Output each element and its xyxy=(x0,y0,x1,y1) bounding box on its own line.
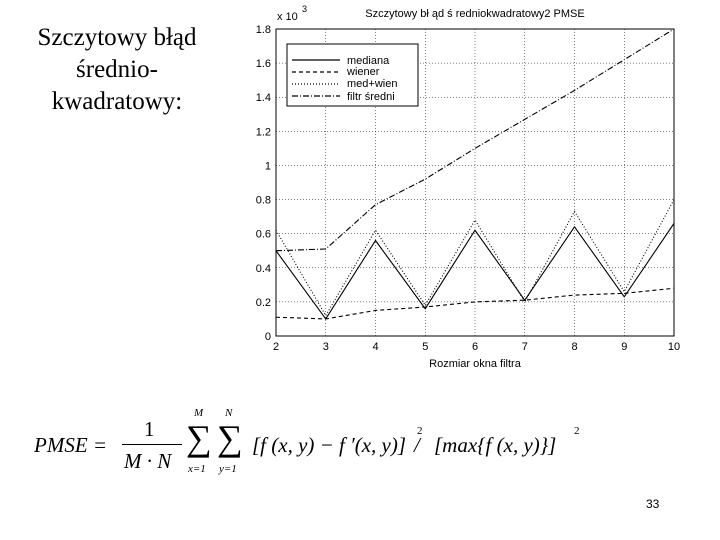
y-tick-label: 1.4 xyxy=(255,92,271,105)
x-tick-label: 2 xyxy=(272,341,280,353)
legend-label-wiener: wiener xyxy=(347,66,380,78)
sum2-upper: N xyxy=(225,407,233,419)
slide-title: Szczytowy błąd średnio- kwadratowy: xyxy=(37,24,197,115)
sum2-lower: y=1 xyxy=(219,463,237,475)
formula-divider: / xyxy=(414,433,420,457)
x-axis-label: Rozmiar okna filtra xyxy=(429,358,521,370)
formula-exp1: 2 xyxy=(417,425,423,437)
formula-exp2: 2 xyxy=(574,425,580,437)
y-tick-label: 0 xyxy=(264,331,271,343)
y-tick-label: 0.6 xyxy=(255,228,271,241)
x-tick-label: 3 xyxy=(322,341,329,353)
y-tick-label: 0.4 xyxy=(255,262,271,275)
series-line-0 xyxy=(276,223,674,319)
y-tick-label: 0.2 xyxy=(255,296,271,309)
x-tick-label: 4 xyxy=(372,341,379,353)
sum1-symbol: ∑ xyxy=(186,418,212,458)
y-tick-label: 1.8 xyxy=(255,24,271,36)
page-number: 33 xyxy=(646,497,660,511)
legend-label-med-wien: med+wien xyxy=(347,78,398,90)
sum1-upper: M xyxy=(194,407,204,419)
y-tick-label: 1.6 xyxy=(255,58,271,71)
legend-label-mediana: mediana xyxy=(347,55,390,67)
x-tick-label: 5 xyxy=(422,341,429,353)
formula-denominator: M · N xyxy=(124,449,172,473)
formula-max: [max{f (x, y)}] xyxy=(434,433,557,457)
y-tick-label: 1.2 xyxy=(255,126,271,139)
legend xyxy=(287,44,418,106)
legend-label-filtr-sredni: filtr średni xyxy=(347,91,395,103)
sum1-lower: x=1 xyxy=(188,463,206,475)
y-multiplier: x 10 xyxy=(277,11,298,23)
x-tick-label: 8 xyxy=(571,341,578,353)
formula-body: [f (x, y) − f ′(x, y)] xyxy=(252,433,407,457)
y-multiplier-exponent: 3 xyxy=(302,4,308,14)
x-tick-label: 6 xyxy=(471,341,479,353)
formula-fraction-bar xyxy=(122,444,182,445)
sum2-symbol: ∑ xyxy=(217,418,243,458)
y-tick-label: 0.8 xyxy=(255,194,271,207)
chart-title: Szczytowy bł ąd ś redniokwadratowy2 PMSE xyxy=(365,8,585,20)
x-tick-label: 10 xyxy=(667,341,681,353)
formula-numerator: 1 xyxy=(144,417,155,441)
x-tick-label: 9 xyxy=(621,341,628,353)
formula-lhs: PMSE = xyxy=(34,433,108,457)
x-tick-label: 7 xyxy=(521,341,528,353)
y-tick-label: 1 xyxy=(264,160,271,173)
